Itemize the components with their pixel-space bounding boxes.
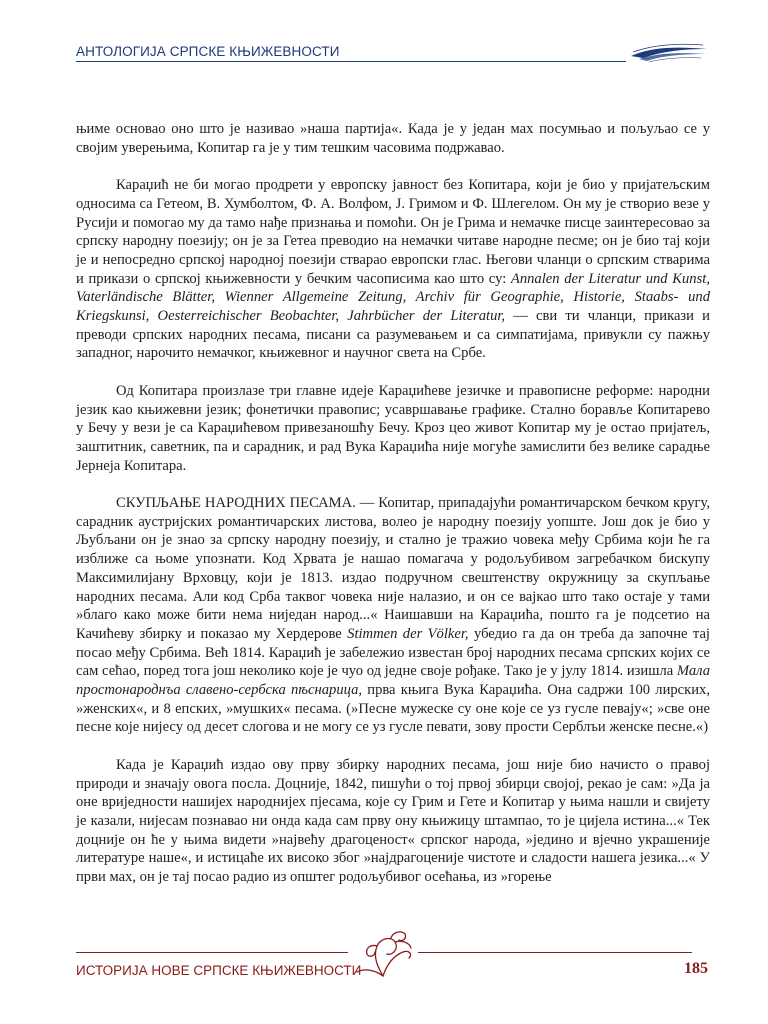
text-run: прва књига Вука Караџића. Она садржи 100 лирских, »женских«, и 8 епских, »мушких« песама. (»Песне мужеске су оне које се уз гусле певају«; »све оне песне које нијесу од десет слогова и не могу се уз гусле певати, зову прости Серблъи женске песне.«) [76,682,710,736]
paragraph [76,494,710,737]
text-run: њиме основао оно што је називао »наша партија«. Када је у један мах посумњао и пољуљао се у својим уверењима, Копитар га је у тим тешким часовима подржавао. [76,121,710,156]
italic-run: Stimmen der Völker, [347,625,469,642]
paragraph [76,382,710,476]
text-run: убедио га да он треба да започне тај посао међу Србима. Већ 1814. Караџић је забележио известан број народних песама српских којих се сам сећао, поред тога још неколико које је чуо од једне своје рођаке. Тако је у јулу 1814. изишла [76,625,710,680]
text-run: — сви ти чланци, прикази и преводи српских народних песама, писани са разумевањем и са симпатијама, привукли су пажњу западног, нарочито немачког, књижевног и научног света на Србе. [76,308,710,362]
text-run: Караџић не би могао продрети у европску јавност без Копитара, који је био у пријатељским односима са Гетеом, В. Хумболтом, Ф. А. Волфом, Ј. Гримом и Ф. Шлегелом. Он му је створио везе у Русији и помогао му да тамо нађе признања и помоћи. Он је Грима и немачке писце заинтересовао за српску народну поезију; он је за Гетеа преводио на немачки читаве народне песме; он је био тај који је и непосредно српској народној поезији стварао европски глас. Његови чланци о српским стварима и прикази о српској књижевности у бечким часописима као што су: [76,177,710,287]
text-run: Од Копитара произлазе три главне идеје Караџићеве језичке и правописне реформе: народни језик као књижевни језик; фонетички правопис; усавршавање графике. Стално боравље Копитарево у Бечу у вези је са Караџићевом привезаношћу Бечу. Кроз цео живот Копитар му је остао пријатељ, заштитник, саветник, па и сарадник, и рад Вука Караџића није могуће замислити без велике сарадње Јернеја Копитара. [76,382,710,474]
page-header [76,36,706,66]
header-rule [76,61,626,62]
text-run: Када је Караџић издао ову прву збирку народних песама, још није био начисто о правој природи и значају овога посла. Доцније, 1842, пишући о тој првој збирци својој, рекао је сам: »Да ја оне вриједности нашијех народнијех пјесама, које су Грим и Гете и Копитар у њима нашли и свијету је казали, нијесам познавао ни онда када сам прву ону књижицу штампао, то је цијела истина...« Тек доцније он ће у њима видети »највећу драгоценост« српског народа, »једино и вјечно украшеније литературе наше«, и истицаће их високо због »најдрагоценије чистоте и сладости нашега језика...« У први мах, он је тај посао радио из општег родољубивог осећања, из »горење [76,756,710,886]
wave-ornament-icon [629,40,709,64]
footer-rule-left [76,952,348,953]
italic-run: Annalen der Literatur und Kunst, Vaterländische Blätter, Wienner Allgemeine Zeitung, Archiv für Geographie, Historie, Staabs- und Kriegskunsi, Oesterreichischer Beobachter, Jahrbücher der Literatur, [76,270,710,325]
paragraph [76,120,710,157]
paragraph [76,756,710,887]
footer-rule-right [418,952,692,953]
paragraph [76,176,710,363]
italic-run: Мала простонароднъа славено-сербска пѣснарица, [76,663,710,699]
page-number: 185 [684,960,708,977]
text-run: СКУПЉАЊЕ НАРОДНИХ ПЕСАМА. — Копитар, припадајући романтичарском бечком кругу, сарадник аустријских романтичарских листова, волео је народну поезију уопште. Још док је био у Љубљани он је знао за српску народну поезију, и стално је тражио човека међу Србима који ће га изближе са њоме упознати. Код Хрвата је нашао помагача у родољубивом загребачком бискупу Максимилијану Врховцу, који је 1813. издао подручном свештенству окружницу за скупљање народних песама. Али код Срба таквог човека није налазио, и он се вајкао што тако остаје у тами »благо како може бити нема ниједан народ...« Наишавши на Караџића, пошто га је подсетио на Качићеву збирку и показао му Хердерове [76,495,710,642]
running-footer-title: ИСТОРИЈА НОВЕ СРПСКЕ КЊИЖЕВНОСТИ [76,963,362,978]
running-header-title: АНТОЛОГИЈА СРПСКЕ КЊИЖЕВНОСТИ [76,44,340,59]
body-text [76,120,710,905]
